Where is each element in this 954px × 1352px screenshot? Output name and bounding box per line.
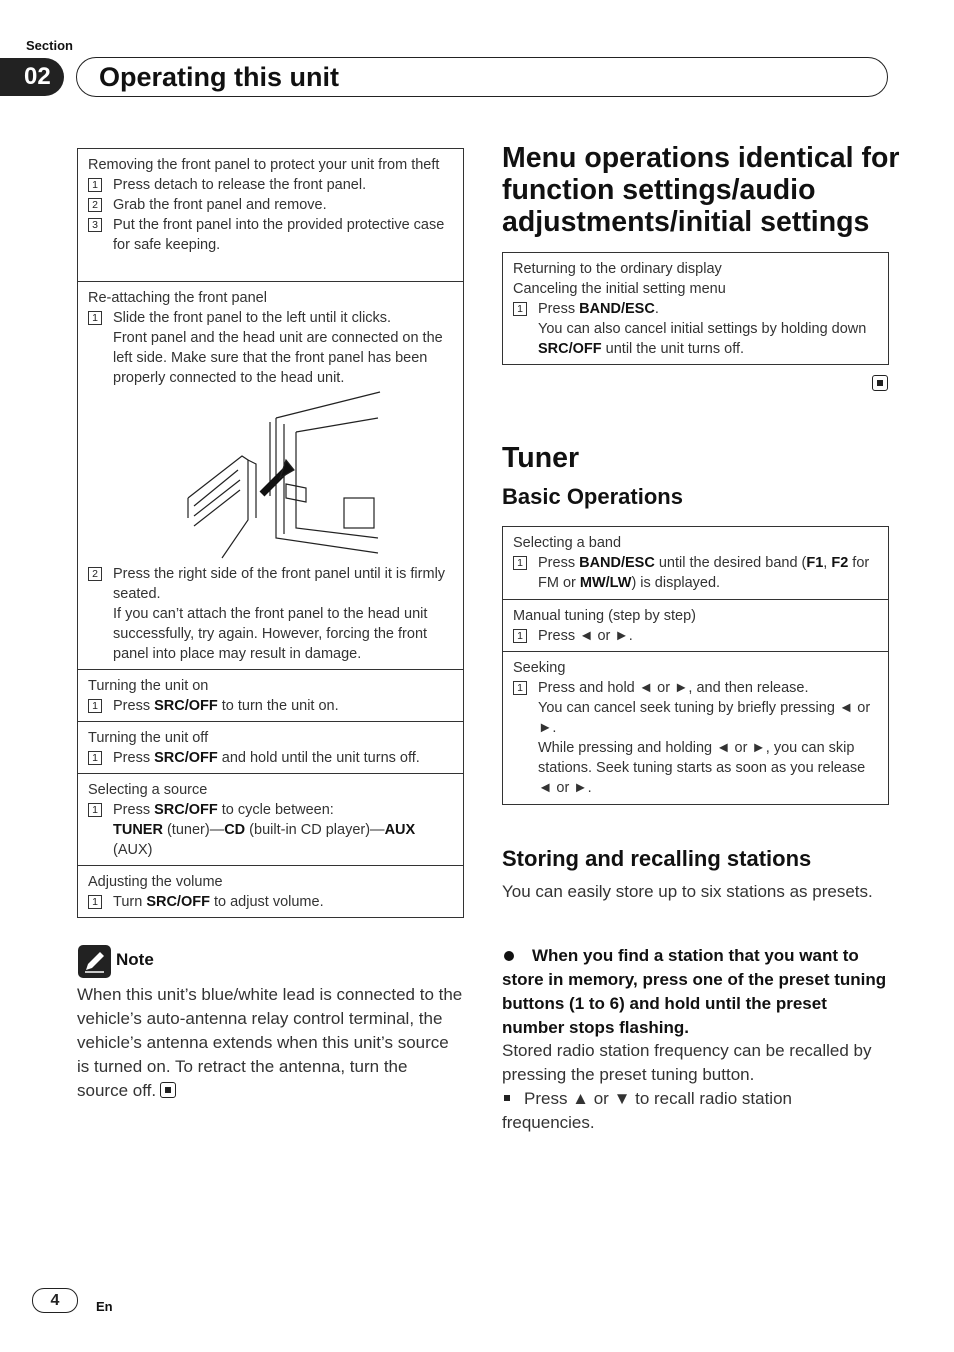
block-title: Turning the unit off bbox=[88, 730, 209, 746]
step-number: 1 bbox=[88, 895, 102, 909]
block-title: Manual tuning (step by step) bbox=[513, 608, 696, 624]
storing-bullet bbox=[502, 944, 888, 1040]
key-label: SRC/OFF bbox=[154, 750, 218, 766]
step-item bbox=[513, 626, 878, 646]
step-number: 1 bbox=[88, 311, 102, 325]
source-desc: (tuner)— bbox=[162, 822, 225, 838]
note-pencil-icon bbox=[78, 945, 111, 978]
step-item bbox=[88, 195, 453, 215]
storing-intro: You can easily store up to six stations as presets. bbox=[502, 882, 873, 901]
step-item bbox=[513, 553, 878, 593]
step-text: Press and hold ◄ or ►, and then release. bbox=[538, 680, 809, 696]
source-desc: (built-in CD player)— bbox=[245, 822, 385, 838]
block-title: Adjusting the volume bbox=[88, 874, 223, 890]
manual-tuning-block bbox=[503, 600, 888, 652]
key-label: SRC/OFF bbox=[146, 894, 210, 910]
step-text: Press bbox=[538, 301, 580, 317]
source-aux: AUX bbox=[384, 822, 416, 838]
note-body: When this unit’s blue/white lead is connected to the vehicle’s auto-antenna relay control terminal, the vehicle’s antenna extends when this unit’s source is turned on. To retract the antenna, turn the source off. bbox=[77, 985, 463, 1100]
key-label: SRC/OFF bbox=[154, 802, 218, 818]
step-item bbox=[88, 175, 453, 195]
menu-instruction-box bbox=[502, 252, 889, 365]
step-number: 1 bbox=[88, 751, 102, 765]
step-number: 3 bbox=[88, 218, 102, 232]
step-text: to adjust volume. bbox=[209, 894, 324, 910]
source-block bbox=[78, 774, 463, 866]
turn-on-block bbox=[78, 670, 463, 722]
step-continuation: You can cancel seek tuning by briefly pressing ◄ or ►. bbox=[538, 700, 871, 736]
step-number: 1 bbox=[88, 178, 102, 192]
menu-block bbox=[503, 253, 888, 365]
step-number: 1 bbox=[513, 681, 527, 695]
removing-title: Removing the front panel to protect your unit from theft bbox=[88, 157, 440, 173]
tuner-instruction-box bbox=[502, 526, 889, 805]
step-text: ) is displayed. bbox=[631, 575, 721, 591]
bullet-dot-icon bbox=[504, 951, 514, 961]
block-title: Turning the unit on bbox=[88, 678, 209, 694]
band-block bbox=[503, 527, 888, 600]
removing-block bbox=[78, 149, 463, 282]
step-item bbox=[88, 215, 453, 255]
basic-operations-heading: Basic Operations bbox=[502, 484, 683, 509]
step-text: , bbox=[823, 555, 832, 571]
volume-block bbox=[78, 866, 463, 918]
key-label: SRC/OFF bbox=[154, 698, 218, 714]
reattach-title: Re-attaching the front panel bbox=[88, 290, 267, 306]
step-text: . bbox=[654, 301, 659, 317]
tuner-heading: Tuner bbox=[502, 442, 580, 474]
step-text: Turn bbox=[113, 894, 147, 910]
step-item bbox=[88, 892, 453, 912]
step-item bbox=[88, 564, 453, 604]
step-text: to turn the unit on. bbox=[217, 698, 339, 714]
key-label: SRC/OFF bbox=[538, 341, 602, 357]
step-number: 2 bbox=[88, 567, 102, 581]
step-text: Press ◄ or ►. bbox=[538, 628, 633, 644]
step-text: until the desired band ( bbox=[654, 555, 807, 571]
step-text: Put the front panel into the provided protective case for safe keeping. bbox=[113, 217, 445, 253]
square-bullet-icon bbox=[504, 1095, 510, 1101]
storing-body: Stored radio station frequency can be recalled by pressing the preset tuning button. bbox=[502, 1041, 872, 1084]
page-title: Operating this unit bbox=[99, 61, 339, 92]
step-text: for FM or bbox=[538, 555, 870, 591]
front-panel-illustration bbox=[186, 388, 382, 560]
block-title: Canceling the initial setting menu bbox=[513, 281, 726, 297]
step-item bbox=[513, 678, 878, 698]
step-text: Press the right side of the front panel until it is firmly seated. bbox=[113, 566, 446, 602]
step-text: Grab the front panel and remove. bbox=[113, 197, 327, 213]
source-cd: CD bbox=[224, 822, 246, 838]
block-title: Selecting a band bbox=[513, 535, 622, 551]
sub-bullet-text: Press ▲ or ▼ to recall radio station frequencies. bbox=[502, 1089, 792, 1132]
end-mark-icon bbox=[872, 375, 888, 391]
step-item bbox=[88, 800, 453, 820]
source-tuner: TUNER bbox=[113, 822, 163, 838]
section-number: 02 bbox=[0, 58, 64, 96]
step-text: Press detach to release the front panel. bbox=[113, 177, 367, 193]
page-title-bar bbox=[76, 57, 888, 97]
step-text: Press bbox=[113, 698, 155, 714]
page-number: 4 bbox=[32, 1288, 78, 1313]
step-continuation bbox=[513, 319, 878, 359]
language-label: En bbox=[96, 1299, 113, 1314]
band-f1: F1 bbox=[806, 555, 824, 571]
storing-sub-bullet bbox=[502, 1087, 878, 1135]
step-number: 1 bbox=[513, 556, 527, 570]
step-text: Press bbox=[113, 802, 155, 818]
block-title: Returning to the ordinary display bbox=[513, 261, 722, 277]
seeking-block bbox=[503, 652, 888, 804]
note-text bbox=[77, 983, 463, 1103]
key-label: BAND/ESC bbox=[579, 301, 655, 317]
step-item bbox=[88, 696, 453, 716]
note-title: Note bbox=[116, 950, 154, 969]
step-text: You can also cancel initial settings by holding down bbox=[538, 321, 867, 337]
step-text: and hold until the unit turns off. bbox=[217, 750, 420, 766]
step-continuation: If you can’t attach the front panel to the head unit successfully, try again. However, forcing the front panel into place may result in damage. bbox=[113, 606, 428, 662]
step-continuation: While pressing and holding ◄ or ►, you can skip stations. Seek tuning starts as soon as you release ◄ or ►. bbox=[538, 740, 866, 796]
key-label: BAND/ESC bbox=[579, 555, 655, 571]
step-continuation: Front panel and the head unit are connected on the left side. Make sure that the front panel has been properly connected to the head unit. bbox=[113, 330, 443, 386]
step-text: Press bbox=[538, 555, 580, 571]
step-item bbox=[88, 308, 453, 328]
step-number: 1 bbox=[88, 803, 102, 817]
step-item bbox=[513, 299, 878, 319]
turn-off-block bbox=[78, 722, 463, 774]
step-item bbox=[88, 748, 453, 768]
block-title: Selecting a source bbox=[88, 782, 208, 798]
band-mwlw: MW/LW bbox=[579, 575, 632, 591]
end-mark-icon bbox=[160, 1082, 176, 1098]
menu-operations-heading: Menu operations identical for function settings/audio adjustments/initial settings bbox=[502, 142, 900, 238]
step-number: 2 bbox=[88, 198, 102, 212]
step-number: 1 bbox=[513, 629, 527, 643]
section-label: Section bbox=[26, 38, 73, 53]
step-text: Press bbox=[113, 750, 155, 766]
bullet-text: When you find a station that you want to store in memory, press one of the preset tuning buttons (1 to 6) and hold until the preset number stops flashing. bbox=[502, 946, 887, 1037]
step-text: Slide the front panel to the left until it clicks. bbox=[113, 310, 392, 326]
source-list bbox=[88, 820, 453, 860]
block-title: Seeking bbox=[513, 660, 566, 676]
step-text: until the unit turns off. bbox=[601, 341, 745, 357]
storing-heading: Storing and recalling stations bbox=[502, 846, 812, 871]
step-number: 1 bbox=[88, 699, 102, 713]
band-f2: F2 bbox=[831, 555, 849, 571]
step-number: 1 bbox=[513, 302, 527, 316]
step-text: to cycle between: bbox=[217, 802, 334, 818]
source-desc: (AUX) bbox=[113, 842, 153, 858]
